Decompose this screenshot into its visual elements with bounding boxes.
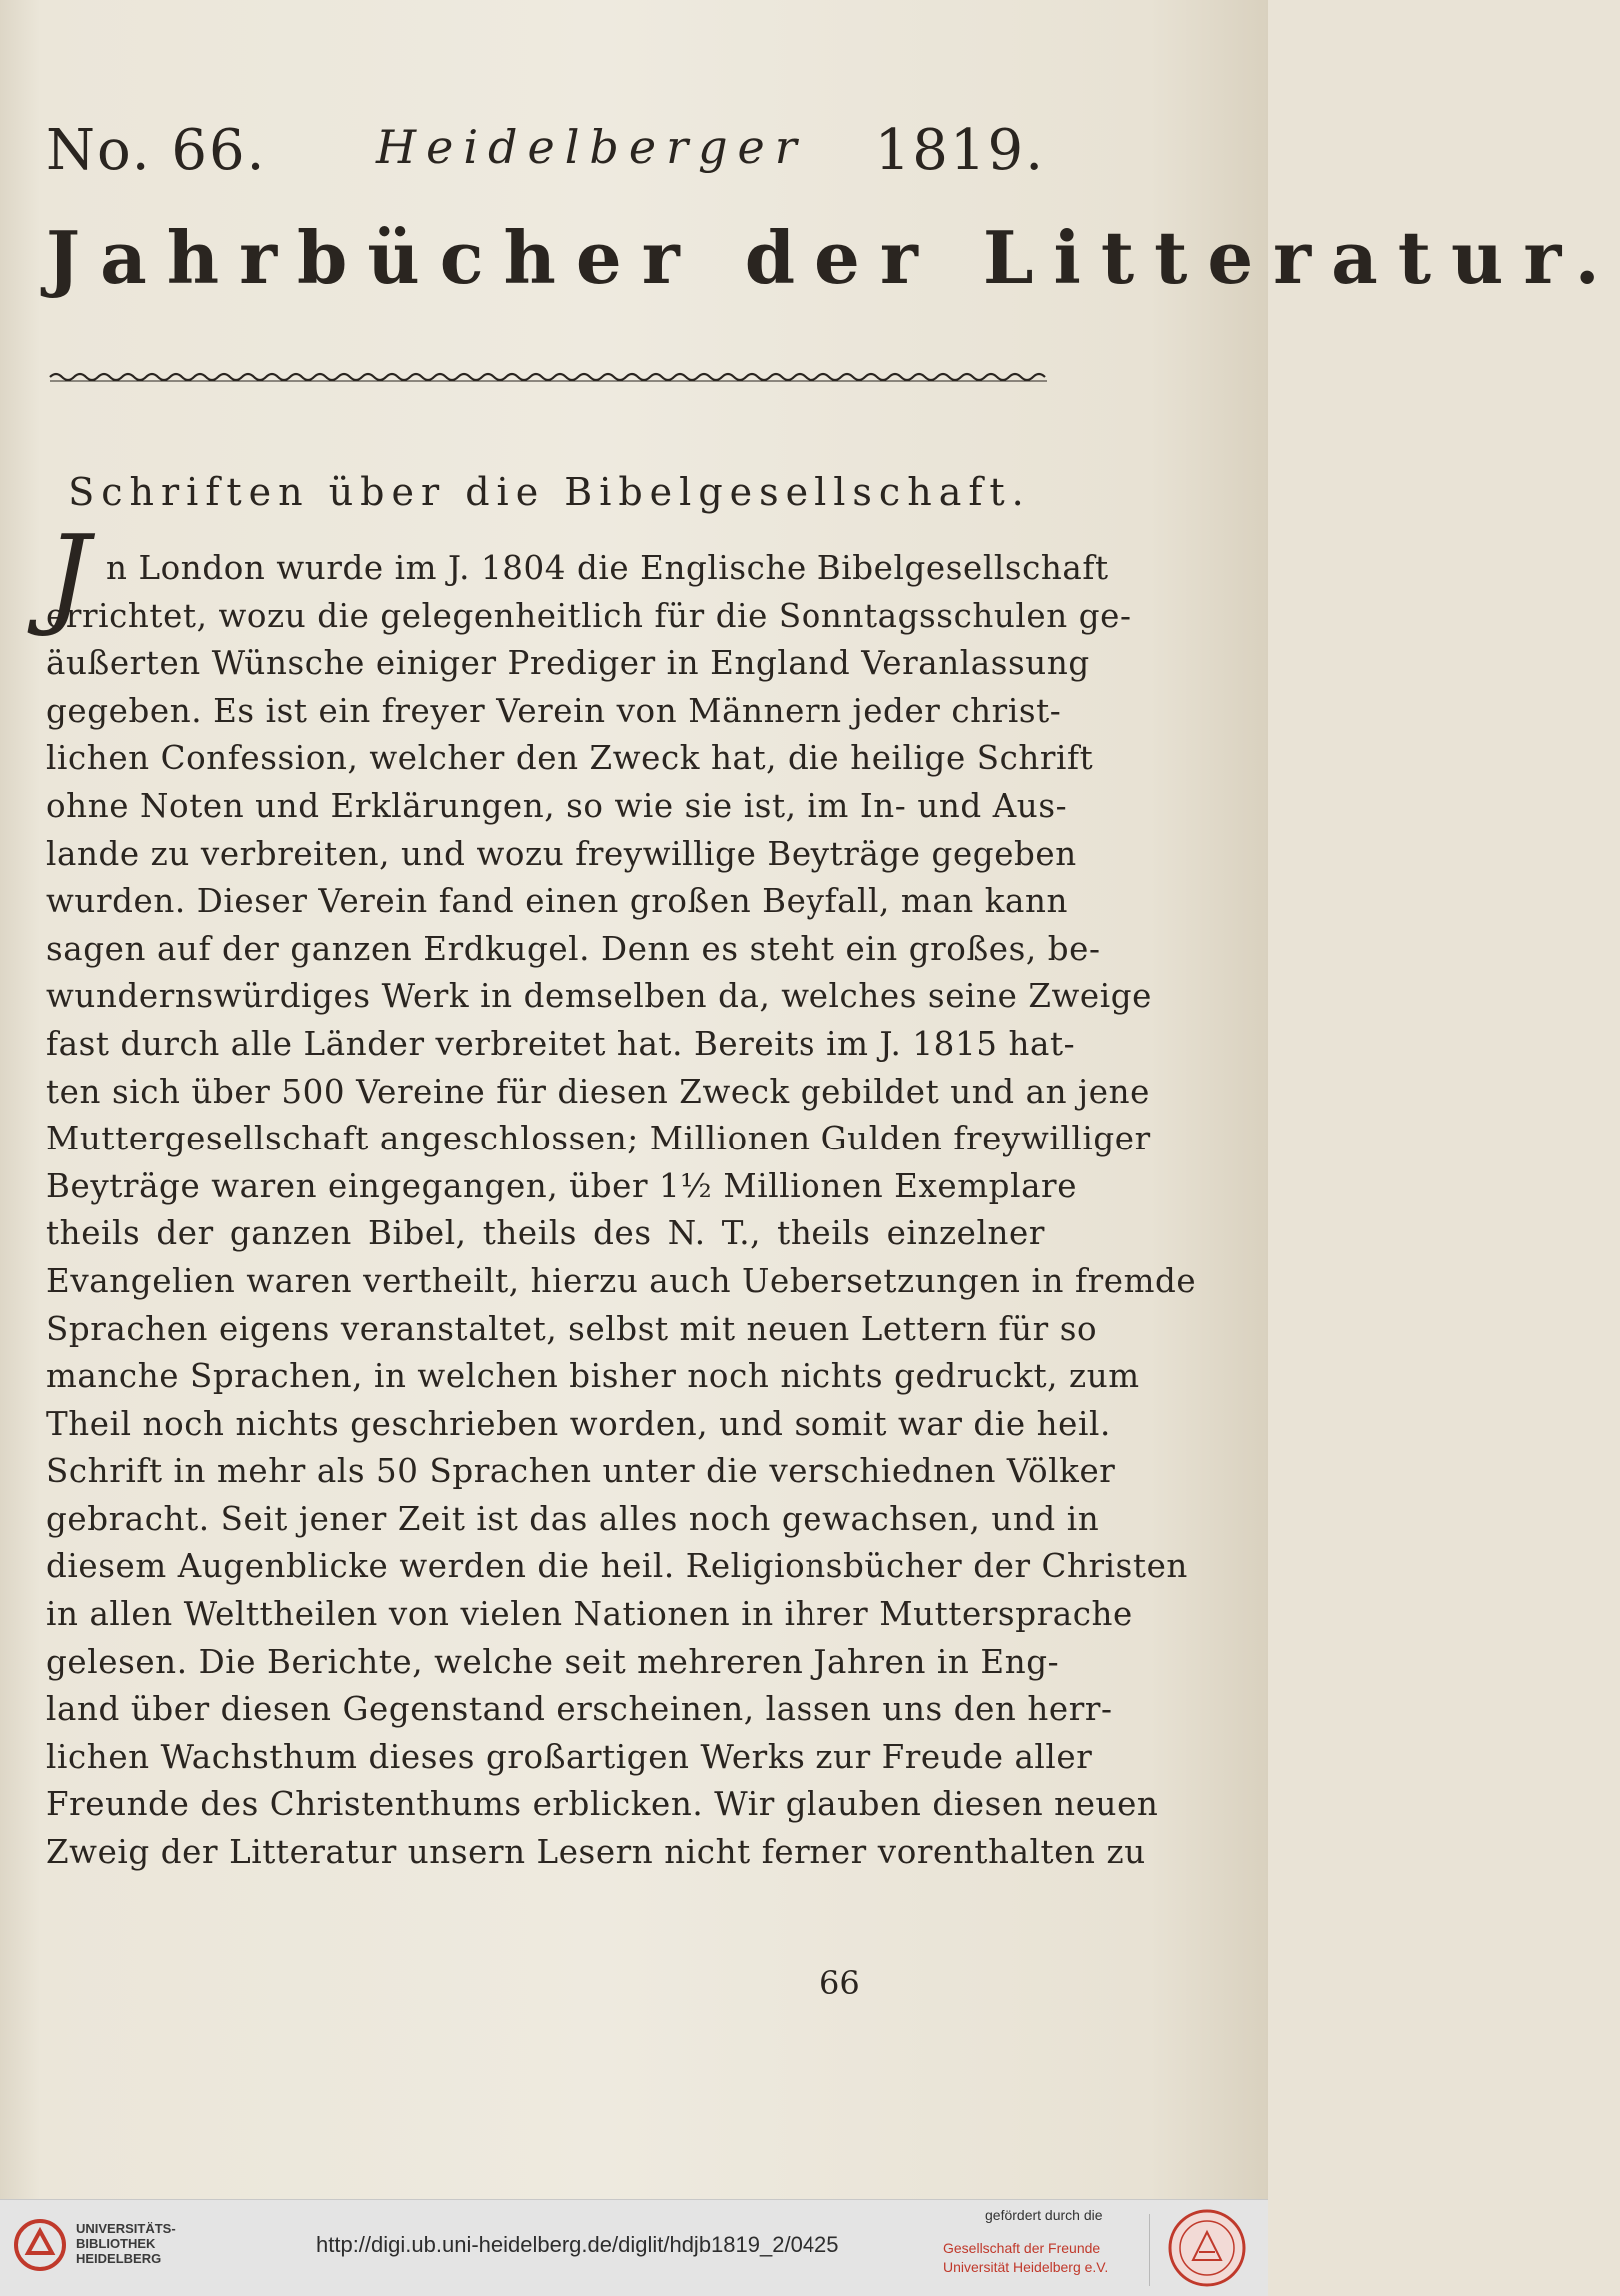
text-line: land über diesen Gegenstand erscheinen, lassen uns den herr- xyxy=(46,1690,1113,1729)
text-line: gelesen. Die Berichte, welche seit mehreren Jahren in Eng- xyxy=(46,1642,1060,1681)
text-line: ohne Noten und Erklärungen, so wie sie ist, im In- und Aus- xyxy=(46,786,1068,825)
issue-year: 1819. xyxy=(874,118,1045,183)
text-line: Sprachen eigens veranstaltet, selbst mit neuen Lettern für so xyxy=(46,1309,1098,1348)
library-name-line1: UNIVERSITÄTS- xyxy=(76,2221,176,2236)
text-line: fast durch alle Länder verbreitet hat. Bereits im J. 1815 hat- xyxy=(46,1024,1076,1063)
text-line: lichen Wachsthum dieses großartigen Werks zur Freude aller xyxy=(46,1737,1093,1776)
text-line: theils der ganzen Bibel, theils des N. T., theils einzelner xyxy=(46,1214,1045,1253)
sponsor-org-line1: Gesellschaft der Freunde xyxy=(943,2240,1101,2256)
text-line: Evangelien waren vertheilt, hierzu auch Uebersetzungen in fremde xyxy=(46,1261,1197,1300)
text-line: wurden. Dieser Verein fand einen großen Beyfall, man kann xyxy=(46,882,1069,921)
text-line: gebracht. Seit jener Zeit ist das alles noch gewachsen, und in xyxy=(46,1499,1100,1538)
drop-cap: J xyxy=(46,511,91,639)
sponsor-label: gefördert durch die xyxy=(985,2207,1103,2223)
text-line: sagen auf der ganzen Erdkugel. Denn es steht ein großes, be- xyxy=(46,929,1101,968)
text-line: in allen Welttheilen von vielen Nationen in ihrer Muttersprache xyxy=(46,1595,1133,1634)
library-name xyxy=(76,2221,176,2266)
library-name-line2: BIBLIOTHEK xyxy=(76,2236,156,2251)
text-line: lichen Confession, welcher den Zweck hat, die heilige Schrift xyxy=(46,739,1094,778)
sponsor-block xyxy=(943,2206,1133,2277)
text-line: gegeben. Es ist ein freyer Verein von Männern jeder christ- xyxy=(46,691,1062,730)
text-line: Theil noch nichts geschrieben worden, und somit war die heil. xyxy=(46,1404,1111,1443)
publisher-name: Heidelberger xyxy=(376,120,807,174)
body-text xyxy=(46,545,1197,1877)
text-line: äußerten Wünsche einiger Prediger in England Veranlassung xyxy=(46,644,1090,683)
text-line: errichtet, wozu die gelegenheitlich für die Sonntagsschulen ge- xyxy=(46,596,1132,635)
divider xyxy=(1149,2214,1150,2286)
ornamental-rule xyxy=(50,370,1047,384)
text-line: diesem Augenblicke werden die heil. Religionsbücher der Christen xyxy=(46,1547,1188,1586)
text-line: Schrift in mehr als 50 Sprachen unter die verschiednen Völker xyxy=(46,1452,1116,1491)
text-line: n London wurde im J. 1804 die Englische Bibelgesellschaft xyxy=(106,549,1109,587)
sponsor-org-line2: Universität Heidelberg e.V. xyxy=(943,2259,1109,2275)
university-seal-icon xyxy=(1167,2208,1247,2288)
text-line: lande zu verbreiten, und wozu freywillige Beyträge gegeben xyxy=(46,834,1077,873)
text-line: Beyträge waren eingegangen, über 1½ Millionen Exemplare xyxy=(46,1166,1078,1205)
text-line: Muttergesellschaft angeschlossen; Millionen Gulden freywilliger xyxy=(46,1120,1151,1158)
issue-number: No. 66. xyxy=(46,118,267,183)
section-title: Schriften über die Bibelgesellschaft. xyxy=(68,470,1031,514)
library-name-line3: HEIDELBERG xyxy=(76,2251,162,2266)
text-line: wundernswürdiges Werk in demselben da, welches seine Zweige xyxy=(46,977,1152,1016)
signature-mark: 66 xyxy=(819,1964,860,2002)
journal-title: Jahrbücher der Litteratur. xyxy=(46,215,1620,300)
university-library-logo-icon xyxy=(12,2217,68,2273)
text-line: ten sich über 500 Vereine für diesen Zweck gebildet und an jene xyxy=(46,1072,1150,1111)
text-line: Freunde des Christenthums erblicken. Wir glauben diesen neuen xyxy=(46,1785,1159,1824)
page-header xyxy=(46,118,1045,198)
text-line: manche Sprachen, in welchen bisher noch nichts gedruckt, zum xyxy=(46,1357,1140,1396)
text-line: Zweig der Litteratur unsern Lesern nicht ferner vorenthalten zu xyxy=(46,1833,1146,1872)
permalink[interactable]: http://digi.ub.uni-heidelberg.de/diglit/hdjb1819_2/0425 xyxy=(316,2232,839,2257)
